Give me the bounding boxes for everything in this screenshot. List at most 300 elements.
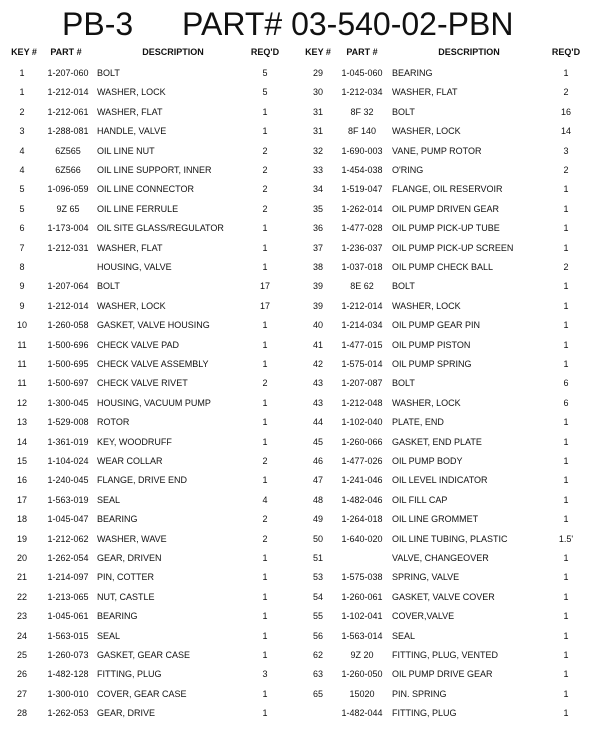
quantity-required: 1 (262, 106, 268, 117)
part-row (294, 258, 589, 277)
part-number: 1-212-014 (47, 87, 89, 98)
part-description: OIL PUMP DRIVEN GEAR (392, 203, 500, 214)
part-description: WASHER, LOCK (392, 397, 461, 408)
key-number: 5 (19, 184, 25, 195)
part-row (0, 316, 295, 335)
part-number: 1-519-047 (341, 184, 383, 195)
header-description: DESCRIPTION (438, 47, 500, 57)
part-number: 1-262-014 (341, 203, 383, 214)
header-qty: REQ'D (250, 47, 280, 57)
quantity-required: 1 (563, 591, 569, 602)
part-number: 1-640-020 (341, 533, 383, 544)
part-number: 1-454-038 (341, 165, 383, 175)
key-number: 31 (312, 126, 323, 137)
part-number: 1-236-037 (341, 242, 383, 253)
part-description: OIL LINE NUT (97, 145, 155, 156)
part-description: COVER, GEAR CASE (97, 688, 187, 699)
part-number: 1-575-014 (341, 359, 383, 369)
part-description: ROTOR (97, 417, 130, 428)
quantity-required: 1 (563, 611, 569, 622)
part-row (294, 316, 589, 335)
key-number: 2 (19, 106, 25, 117)
part-description: OIL LEVEL INDICATOR (392, 475, 488, 486)
quantity-required: 1 (563, 281, 569, 292)
part-number: 1-260-066 (341, 436, 383, 447)
part-row (0, 452, 295, 471)
part-row (0, 549, 295, 568)
key-number: 44 (312, 417, 323, 428)
part-number: 6Z566 (55, 165, 81, 175)
part-number: 1-214-034 (341, 320, 383, 331)
key-number: 37 (312, 242, 323, 253)
part-description: GASKET, END PLATE (392, 436, 482, 447)
part-description: HANDLE, VALVE (97, 126, 167, 137)
quantity-required: 1 (563, 456, 569, 466)
key-number: 50 (312, 533, 323, 544)
part-row (0, 355, 295, 374)
part-row (0, 704, 295, 723)
key-number: 6 (19, 223, 25, 234)
quantity-required: 1 (262, 262, 268, 272)
part-row (294, 568, 589, 587)
quantity-required: 1 (563, 203, 569, 214)
quantity-required: 1 (262, 320, 268, 331)
key-number: 7 (19, 242, 25, 253)
part-number: 1-500-697 (47, 378, 89, 389)
part-row (0, 219, 295, 238)
part-row (294, 549, 589, 568)
part-row (0, 297, 295, 316)
quantity-required: 1 (563, 436, 569, 447)
part-description: CHECK VALVE RIVET (97, 378, 188, 389)
part-row (0, 627, 295, 646)
quantity-required: 1 (262, 591, 268, 602)
key-number: 46 (312, 456, 323, 466)
quantity-required: 5 (262, 68, 268, 78)
model-title: PB-3 (62, 6, 134, 42)
header-key: KEY # (305, 47, 331, 57)
key-number: 53 (312, 572, 323, 583)
part-number: 1-477-026 (341, 456, 383, 466)
part-description: PIN. SPRING (392, 688, 447, 699)
quantity-required: 17 (259, 281, 270, 292)
part-row (294, 161, 589, 180)
key-number: 33 (312, 165, 323, 175)
part-row (0, 122, 295, 141)
quantity-required: 1 (262, 475, 268, 486)
part-number: 6Z565 (55, 145, 81, 156)
part-number: 8F 140 (347, 126, 377, 137)
part-number: 1-045-060 (341, 68, 383, 78)
part-row (294, 394, 589, 413)
quantity-required: 1 (563, 553, 569, 563)
part-row (294, 646, 589, 665)
part-description: BOLT (392, 378, 415, 389)
part-number: 1-241-046 (341, 475, 383, 486)
key-number: 31 (312, 106, 323, 117)
quantity-required: 1 (262, 223, 268, 234)
part-description: BOLT (392, 281, 415, 292)
part-number: 1-212-062 (47, 533, 89, 544)
part-description: WEAR COLLAR (97, 456, 163, 466)
quantity-required: 1 (262, 650, 268, 660)
part-row (0, 239, 295, 258)
key-number: 54 (312, 591, 323, 602)
part-description: WASHER, FLAT (97, 242, 163, 253)
part-description: OIL PUMP PICK-UP SCREEN (392, 242, 514, 253)
part-number: 1-500-695 (47, 359, 89, 369)
part-description: GASKET, VALVE COVER (392, 591, 495, 602)
key-number: 14 (16, 436, 27, 447)
part-description: OIL PUMP PICK-UP TUBE (392, 223, 500, 234)
quantity-required: 1 (563, 688, 569, 699)
key-number: 35 (312, 203, 323, 214)
part-number: 1-482-046 (341, 494, 383, 505)
quantity-required: 16 (560, 106, 571, 117)
part-number: 1-207-064 (47, 281, 89, 292)
quantity-required: 3 (563, 145, 569, 156)
part-description: WASHER, FLAT (97, 106, 163, 117)
part-description: O'RING (392, 165, 424, 175)
part-description: BEARING (392, 68, 433, 78)
quantity-required: 1 (563, 184, 569, 195)
quantity-required: 1 (563, 708, 569, 719)
part-row (0, 413, 295, 432)
part-number: 1-212-061 (47, 106, 89, 117)
quantity-required: 1 (262, 359, 268, 369)
key-number: 19 (16, 533, 27, 544)
part-row (0, 83, 295, 102)
part-row (294, 413, 589, 432)
part-number: 1-173-004 (47, 223, 89, 234)
part-description: OIL PUMP GEAR PIN (392, 320, 481, 331)
key-number: 36 (312, 223, 323, 234)
quantity-required: 1 (563, 339, 569, 350)
quantity-required: 6 (563, 378, 569, 389)
part-number: 1-045-047 (47, 514, 89, 525)
quantity-required: 1 (262, 126, 268, 137)
part-row (0, 530, 295, 549)
part-row (0, 685, 295, 704)
part-row (294, 374, 589, 393)
key-number: 42 (312, 359, 323, 369)
part-number: 1-260-061 (341, 591, 383, 602)
quantity-required: 1.5' (558, 533, 574, 544)
key-number: 47 (312, 475, 323, 486)
part-number: 1-212-014 (341, 300, 383, 311)
part-number: 1-045-061 (47, 611, 89, 622)
quantity-required: 1 (262, 339, 268, 350)
key-number: 18 (16, 514, 27, 525)
part-row (294, 239, 589, 258)
quantity-required: 6 (563, 397, 569, 408)
part-number-title: PART# 03-540-02-PBN (182, 6, 514, 42)
part-row (0, 588, 295, 607)
part-description: CHECK VALVE PAD (97, 339, 180, 350)
part-description: VANE, PUMP ROTOR (392, 145, 482, 156)
part-description: FLANGE, OIL RESERVOIR (392, 184, 503, 195)
header-description: DESCRIPTION (142, 47, 204, 57)
part-description: OIL FILL CAP (392, 494, 448, 505)
part-number: 1-575-038 (341, 572, 383, 583)
key-number: 48 (312, 494, 323, 505)
part-row (294, 64, 589, 83)
part-description: OIL LINE SUPPORT, INNER (97, 165, 212, 175)
quantity-required: 1 (563, 572, 569, 583)
key-number: 43 (312, 378, 323, 389)
quantity-required: 1 (262, 417, 268, 428)
quantity-required: 1 (563, 494, 569, 505)
key-number: 24 (16, 630, 27, 641)
quantity-required: 1 (563, 514, 569, 525)
part-description: GASKET, VALVE HOUSING (97, 320, 210, 331)
key-number: 32 (312, 145, 323, 156)
part-row (0, 394, 295, 413)
quantity-required: 1 (262, 611, 268, 622)
quantity-required: 1 (563, 650, 569, 660)
part-row (0, 471, 295, 490)
part-description: OIL LINE FERRULE (97, 203, 179, 214)
part-row (0, 433, 295, 452)
part-row (294, 336, 589, 355)
header-part: PART # (50, 47, 82, 57)
key-number: 55 (312, 611, 323, 622)
part-row (0, 646, 295, 665)
part-number: 1-212-048 (341, 397, 383, 408)
part-number: 1-212-014 (47, 300, 89, 311)
header-qty: REQ'D (551, 47, 581, 57)
part-row (294, 219, 589, 238)
part-row (294, 103, 589, 122)
part-row (294, 704, 589, 723)
quantity-required: 1 (262, 242, 268, 253)
part-number: 1-529-008 (47, 417, 89, 428)
quantity-required: 1 (262, 436, 268, 447)
part-description: WASHER, LOCK (392, 300, 461, 311)
part-description: GEAR, DRIVE (97, 708, 156, 719)
part-number: 1-037-018 (341, 262, 383, 272)
quantity-required: 14 (560, 126, 571, 137)
quantity-required: 17 (259, 300, 270, 311)
part-number: 1-207-060 (47, 68, 89, 78)
quantity-required: 1 (563, 300, 569, 311)
part-number: 1-300-045 (47, 397, 89, 408)
part-number: 8E 62 (350, 281, 374, 292)
part-row (294, 122, 589, 141)
part-row (294, 83, 589, 102)
key-number: 9 (19, 300, 25, 311)
part-row (294, 277, 589, 296)
part-description: SPRING, VALVE (392, 572, 460, 583)
part-number: 1-477-028 (341, 223, 383, 234)
part-number: 1-563-014 (341, 630, 383, 641)
part-number: 1-214-097 (47, 572, 89, 583)
part-description: VALVE, CHANGEOVER (392, 553, 489, 563)
part-number: 1-563-015 (47, 630, 89, 641)
key-number: 29 (312, 68, 323, 78)
part-description: OIL SITE GLASS/REGULATOR (97, 223, 224, 234)
quantity-required: 2 (262, 514, 268, 525)
key-number: 23 (16, 611, 27, 622)
quantity-required: 1 (262, 397, 268, 408)
part-number: 1-262-054 (47, 553, 89, 563)
key-number: 10 (16, 320, 27, 331)
part-row (294, 433, 589, 452)
key-number: 49 (312, 514, 323, 525)
part-description: PIN, COTTER (97, 572, 155, 583)
quantity-required: 5 (262, 87, 268, 98)
key-number: 26 (16, 669, 27, 680)
key-number: 15 (16, 456, 27, 466)
quantity-required: 4 (262, 494, 268, 505)
part-description: FITTING, PLUG (97, 669, 162, 680)
part-number: 1-482-044 (341, 708, 383, 719)
quantity-required: 2 (563, 165, 569, 175)
part-description: OIL PUMP DRIVE GEAR (392, 669, 493, 680)
part-row (0, 142, 295, 161)
part-row (0, 607, 295, 626)
part-row (0, 64, 295, 83)
part-row (0, 180, 295, 199)
part-description: WASHER, LOCK (97, 300, 166, 311)
part-row (294, 471, 589, 490)
part-description: OIL PUMP BODY (392, 456, 463, 466)
part-row (0, 277, 295, 296)
quantity-required: 2 (262, 203, 268, 214)
part-number: 9Z 20 (350, 650, 374, 660)
part-number: 1-500-696 (47, 339, 89, 350)
part-number: 8F 32 (350, 106, 374, 117)
part-number: 1-477-015 (341, 339, 383, 350)
key-number: 3 (19, 126, 25, 137)
part-description: FITTING, PLUG (392, 708, 457, 719)
part-description: WASHER, WAVE (97, 533, 167, 544)
key-number: 4 (19, 165, 25, 175)
part-description: SEAL (392, 630, 416, 641)
key-number: 30 (312, 87, 323, 98)
part-description: OIL PUMP CHECK BALL (392, 262, 494, 272)
part-description: GEAR, DRIVEN (97, 553, 162, 563)
quantity-required: 1 (262, 553, 268, 563)
key-number: 25 (16, 650, 27, 660)
quantity-required: 2 (563, 87, 569, 98)
part-number: 1-212-034 (341, 87, 383, 98)
part-row (294, 530, 589, 549)
part-description: PLATE, END (392, 417, 444, 428)
part-description: HOUSING, VACUUM PUMP (97, 397, 211, 408)
key-number: 43 (312, 397, 323, 408)
part-number: 1-213-065 (47, 591, 89, 602)
part-row (0, 258, 295, 277)
quantity-required: 2 (563, 262, 569, 272)
key-number: 1 (19, 68, 25, 78)
header-part: PART # (346, 47, 378, 57)
part-number: 1-563-019 (47, 494, 89, 505)
part-number: 1-260-050 (341, 669, 383, 680)
part-row (0, 665, 295, 684)
part-description: BOLT (97, 68, 120, 78)
quantity-required: 1 (563, 630, 569, 641)
part-row (294, 607, 589, 626)
part-description: KEY, WOODRUFF (97, 436, 172, 447)
quantity-required: 3 (262, 669, 268, 680)
quantity-required: 2 (262, 533, 268, 544)
part-number: 1-690-003 (341, 145, 383, 156)
key-number: 21 (16, 572, 27, 583)
part-number: 1-361-019 (47, 436, 89, 447)
part-number: 1-240-045 (47, 475, 89, 486)
part-number: 1-264-018 (341, 514, 383, 525)
key-number: 13 (16, 417, 27, 428)
quantity-required: 1 (262, 572, 268, 583)
part-row (294, 588, 589, 607)
part-description: CHECK VALVE ASSEMBLY (97, 359, 209, 369)
part-row (294, 491, 589, 510)
quantity-required: 1 (262, 688, 268, 699)
key-number: 34 (312, 184, 323, 195)
part-number: 1-096-059 (47, 184, 89, 195)
key-number: 17 (16, 494, 27, 505)
part-description: OIL LINE GROMMET (392, 514, 479, 525)
quantity-required: 1 (563, 242, 569, 253)
part-number: 1-300-010 (47, 688, 89, 699)
part-number: 1-104-024 (47, 456, 89, 466)
part-description: GASKET, GEAR CASE (97, 650, 191, 660)
part-description: NUT, CASTLE (97, 591, 155, 602)
key-number: 40 (312, 320, 323, 331)
part-description: BOLT (392, 106, 415, 117)
key-number: 41 (312, 339, 323, 350)
quantity-required: 2 (262, 456, 268, 466)
key-number: 20 (16, 553, 27, 563)
quantity-required: 2 (262, 184, 268, 195)
part-row (294, 355, 589, 374)
part-number: 1-102-040 (341, 417, 383, 428)
part-description: BOLT (97, 281, 120, 292)
key-number: 1 (19, 87, 25, 98)
key-number: 27 (16, 688, 27, 699)
key-number: 4 (19, 145, 25, 156)
part-description: WASHER, LOCK (97, 87, 166, 98)
part-description: OIL PUMP PISTON (392, 339, 471, 350)
part-description: FITTING, PLUG, VENTED (392, 650, 499, 660)
key-number: 5 (19, 203, 25, 214)
key-number: 38 (312, 262, 323, 272)
key-number: 11 (17, 378, 27, 389)
key-number: 11 (17, 359, 27, 369)
header-key: KEY # (11, 47, 37, 57)
part-row (294, 510, 589, 529)
part-row (0, 103, 295, 122)
part-description: FLANGE, DRIVE END (97, 475, 188, 486)
part-description: SEAL (97, 630, 121, 641)
part-row (0, 374, 295, 393)
part-description: SEAL (97, 494, 121, 505)
quantity-required: 1 (262, 708, 268, 719)
part-row (294, 297, 589, 316)
part-description: BEARING (97, 514, 138, 525)
key-number: 8 (19, 262, 25, 272)
part-row (0, 336, 295, 355)
part-description: OIL LINE TUBING, PLASTIC (392, 533, 508, 544)
quantity-required: 1 (563, 417, 569, 428)
key-number: 62 (312, 650, 323, 660)
part-row (294, 627, 589, 646)
part-description: COVER,VALVE (392, 611, 455, 622)
key-number: 9 (19, 281, 25, 292)
key-number: 28 (16, 708, 27, 719)
key-number: 39 (312, 300, 323, 311)
